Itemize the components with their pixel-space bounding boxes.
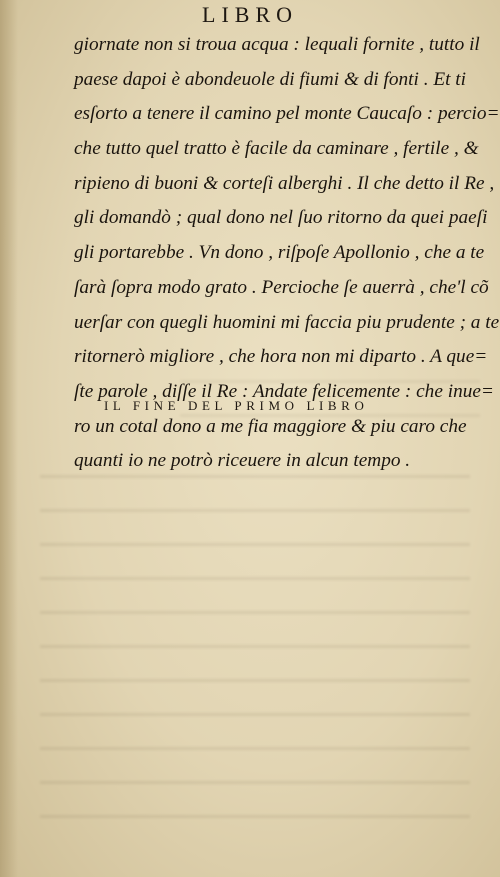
text-line: che tutto quel tratto è facile da caminare , fertile , &	[74, 138, 479, 160]
text-line: ſarà ſopra modo grato . Percioche ſe auerrà , che'l cõ	[74, 276, 489, 298]
show-through-text	[40, 455, 470, 835]
text-line: uerſar con quegli huomini mi faccia piu prudente ; a te	[74, 311, 500, 333]
text-line: esſorto a tenere il camino pel monte Caucaſo : percio=	[74, 103, 500, 125]
text-line: gli domandò ; qual dono nel ſuo ritorno da quei paeſi	[74, 207, 488, 229]
running-title: LIBRO	[202, 2, 298, 27]
text-line: ripieno di buoni & corteſi alberghi . Il che detto il Re ,	[74, 172, 495, 194]
text-line: ritornerò migliore , che hora non mi diparto . A que=	[74, 346, 488, 368]
text-line: ro un cotal dono a me fia maggiore & piu caro che	[74, 415, 467, 437]
colophon: IL FINE DEL PRIMO LIBRO	[104, 398, 369, 413]
text-line: quanti io ne potrò riceuere in alcun tempo .	[74, 450, 411, 472]
text-line: paese dapoi è abondeuole di fiumi & di fonti . Et ti	[74, 68, 467, 90]
text-line: giornate non si troua acqua : lequali fornite , tutto il	[74, 34, 480, 55]
text-line: ſte parole , diſſe il Re : Andate felicemente : che inue=	[74, 380, 494, 402]
text-line: gli portarebbe . Vn dono , riſpoſe Apollonio , che a te	[74, 242, 485, 264]
page-gutter-shadow	[0, 0, 18, 877]
